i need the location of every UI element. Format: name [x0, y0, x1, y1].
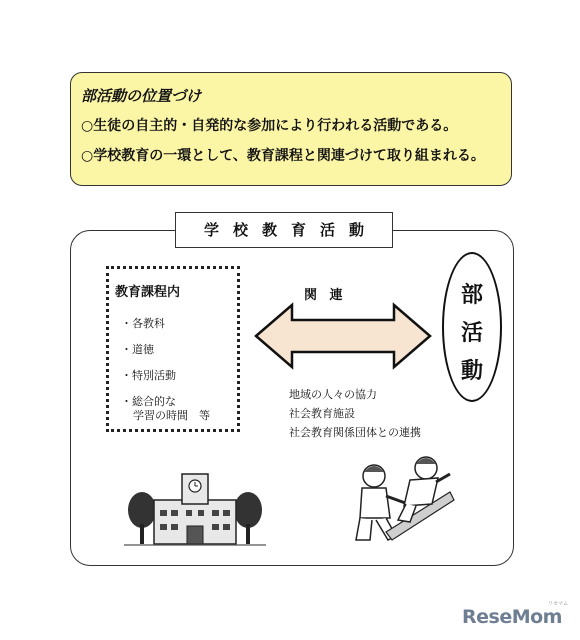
position-line-1: ○生徒の自主的・自発的な参加により行われる活動である。	[81, 118, 458, 134]
curriculum-item: ・各教科	[121, 317, 165, 330]
club-activity-ellipse	[442, 252, 502, 402]
curriculum-box	[106, 266, 240, 432]
community-item: 社会教育施設	[289, 407, 355, 420]
school-activities-label: 学校教育活動	[175, 212, 393, 248]
resemom-logo-kana: リセマム	[548, 601, 568, 607]
community-item: 地域の人々の協力	[289, 388, 377, 401]
position-title: 部活動の位置づけ	[81, 87, 202, 105]
resemom-logo: ReseMom	[462, 606, 562, 628]
double-arrow-icon	[254, 302, 432, 370]
school-building-icon	[124, 466, 266, 548]
curriculum-title: 教育課程内	[115, 285, 181, 300]
club-activity-char: 活	[460, 320, 483, 346]
curriculum-item: ・特別活動	[121, 369, 176, 382]
club-activity-char: 部	[460, 282, 483, 308]
curriculum-item: ・道徳	[121, 343, 154, 356]
curriculum-item: ・総合的な	[121, 395, 176, 408]
relation-label: 関 連	[304, 288, 347, 303]
children-playing-icon	[346, 448, 456, 552]
position-line-2: ○学校教育の一環として、教育課程と関連づけて取り組まれる。	[81, 148, 485, 164]
position-box	[70, 72, 512, 186]
curriculum-item: 学習の時間 等	[133, 409, 210, 422]
community-item: 社会教育関係団体との連携	[289, 426, 421, 439]
club-activity-char: 動	[460, 358, 483, 384]
